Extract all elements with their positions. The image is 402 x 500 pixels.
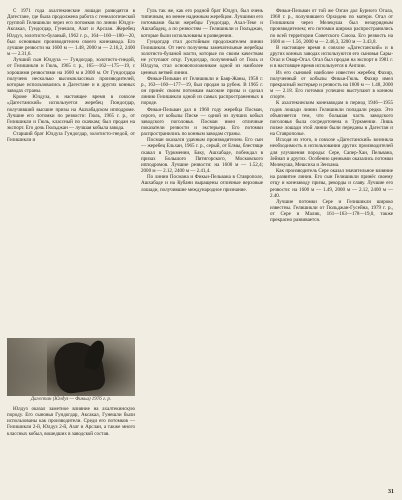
photo-background bbox=[7, 338, 47, 396]
page-number: 31 bbox=[388, 489, 394, 495]
paragraph: По линии Посмана и Фикьи-Пельвана в Ставрополе, Ашхабаде и на Кубани выращены отличные верховые лошади, получившие международное признание. bbox=[141, 174, 263, 193]
paragraph: С 1971 года ахалтекинские лошади разводятся в Дагестане, где была продолжена работа с генеалогической группой Гелишикли через его потомков по линии Юлдуз-Аксакал, Гундогдар, Гунешли, Азат и Арслан. Жеребец Юлдуз, золотисто-буланый, 1962 г. р., 164—160—180—20, был основным производителем своего конезавода. Его лучшие резвости на 1600 м — 1.48, 2000 м — 2.16,2, 2400 м — 2.31,6. bbox=[7, 8, 135, 58]
paragraph: Как производитель Сере оказал значительное влияние на развитие линии. Его сын Гелишикли принёс своему отцу и конезаводу призы, рекорды и славу. Лучшие его резвости: на 1600 м — 1.49, 2000 м — 2.12, 2400 м — 2.40. bbox=[270, 168, 393, 199]
paragraph: К ахалтекинским конезаводам в период 1946—1955 годов лошади линии Гелишикли попадали редко. Это объясняется тем, что большая часть заводского поголовья была сосредоточена в Туркмении. Лишь позже лошади этой линии были переданы в Дагестан и на Ставрополье. bbox=[270, 100, 393, 138]
text-column-left bbox=[7, 8, 135, 143]
paragraph: Гундогдар стал достойным продолжателем линии Гелишикли. От него получены замечательные жеребцы золотисто-буланой масти, которые по своим качествам не уступают отцу. Гундогдар, полученный от Гюль и Юлдуза, стал основоположником одной из наиболее ценных ветвей линии. bbox=[141, 38, 263, 76]
paragraph: Гуль так же, как его родной брат Юлдуз, был очень типичным, но менее надежным жеребцом. Лучшими его потомками были жеребцы Гундогдар, Ахал-Теке и Ашхабадец, а по резвостям — Гелишикли и Гюльджан, которые были использованы в разведении. bbox=[141, 8, 263, 39]
paragraph: Из его сыновей наиболее известен жеребец Фахир, полученный от кобылы Фикьи-Гюль. Фахир имел прекрасный экстерьер и резвость на 1600 м — 1.48, 2000 м — 2.18. Его потомки успешно выступают в конном спорте. bbox=[270, 69, 393, 101]
paragraph: Исходя из этого, в совхозе «Дагестанский» возникла необходимость в использовании других производителей для улучшения породы: Сере, Сапер-Хан, Пельвана, Зейнап и других. Особенно ценными оказались потомки Мелекуша, Мешсиха и Зенхама. bbox=[270, 137, 393, 168]
paragraph: Лучший сын Юлдуза — Гундогдар, золотисто-гнедой, от Гелишикли и Гюль, 1965 г. р., 165—162—175—19, с хорошими резвостями на 1600 м и 2000 м. От Гундогдара получено несколько высококлассных производителей, которые использовались в Дагестане и в других конных заводах страны. bbox=[7, 57, 135, 95]
horse-photo bbox=[7, 338, 135, 396]
paragraph: В настоящее время в совхозе «Дагестанский» и в других конных заводах используются его сыновья Сары-Огал и Омар-Огал. Огал был продан на экспорт в 1981 г. и в настоящее время используется в Англии. bbox=[270, 44, 393, 70]
paragraph: Кроме Юлдуза, в настоящее время в совхозе «Дагестанский» используется жеребец Гюндогдар, получивший высшие призы на Ашхабадском ипподроме. Лучшие его потомки по резвости: Гюль, 1965 г. р., от Гелишикли и Гюль, классный по скачкам; был продан на экспорт. Его дочь Гюльджан — лучшая кобыла завода. bbox=[7, 94, 135, 131]
text-column-left-bottom bbox=[7, 406, 135, 437]
paragraph: Посман оказался удачным производителем. Его сын — жеребец Ельхан, 1965 г. р., серый, от Елмы, блестяще скакал в Туркмении, Баку, Ашхабаде, побеждал в призах Большого Пятигорского, Московского ипподромов. Лучшие резвости: на 1600 м — 1.52,4; 2000 м — 2.12, 2400 м — 2.41,4. bbox=[141, 137, 263, 175]
paragraph: Фикьи-Пельван от той же Озган дал Бурного Огала, 1968 г. р., получившего Орхидею по матери. Огал от Гелишикли через Мелекуша был незаурядным производителем; его потомки широко распространились по всей территории Советского Союза. Его резвость на 1600 м — 1.56, 2000 м — 2.46,3, 3200 м — 3.43,8. bbox=[270, 8, 393, 45]
paragraph: Фикьи-Пельван дал в 1960 году жеребца Посман, серого, от кобылы Писке — одной из лучших кобыл заводского поголовья. Посман имел отличные показатели резвости и экстерьера. Его потомки распространились по конным заводам страны. bbox=[141, 106, 263, 138]
paragraph: Фикьи-Пельван от Гелишикли и Баяр-Жаны, 1958 г. р., 163—160—177—19, был продан за рубеж. В 1965 г. он принёс своим потомкам высокие призы и сделал линию Гелишикли одной из самых распространенных в породе. bbox=[141, 75, 263, 107]
text-column-right bbox=[270, 8, 393, 223]
paragraph: Старший брат Юлдуза Гундогдар, золотисто-гнедой, от Гелишикли и bbox=[7, 131, 135, 144]
paragraph: Лучшие потомки Сере и Гелишикли широко известны. Гелишикли от Гюльджан-Гусейна, 1979 г. р., от Сере и Малик, 161—163—178—19,0, также прекрасно развивается. bbox=[270, 198, 393, 224]
text-column-middle bbox=[141, 8, 263, 193]
photo-caption: Дагестан (Юлдуз — Фикьи) 1976 г. р. bbox=[30, 397, 112, 402]
paragraph: Юлдуз оказал заметное влияние на ахалтекинскую породу. Его сыновья Гундогдар, Аксакал, Гунешли были использованы как производители. Среди его потомков — Гелишикли 2-й, Юлдуз 2-й, Азат и Арслан, а также много классных кобыл, вошедших в заводской состав. bbox=[7, 406, 135, 437]
